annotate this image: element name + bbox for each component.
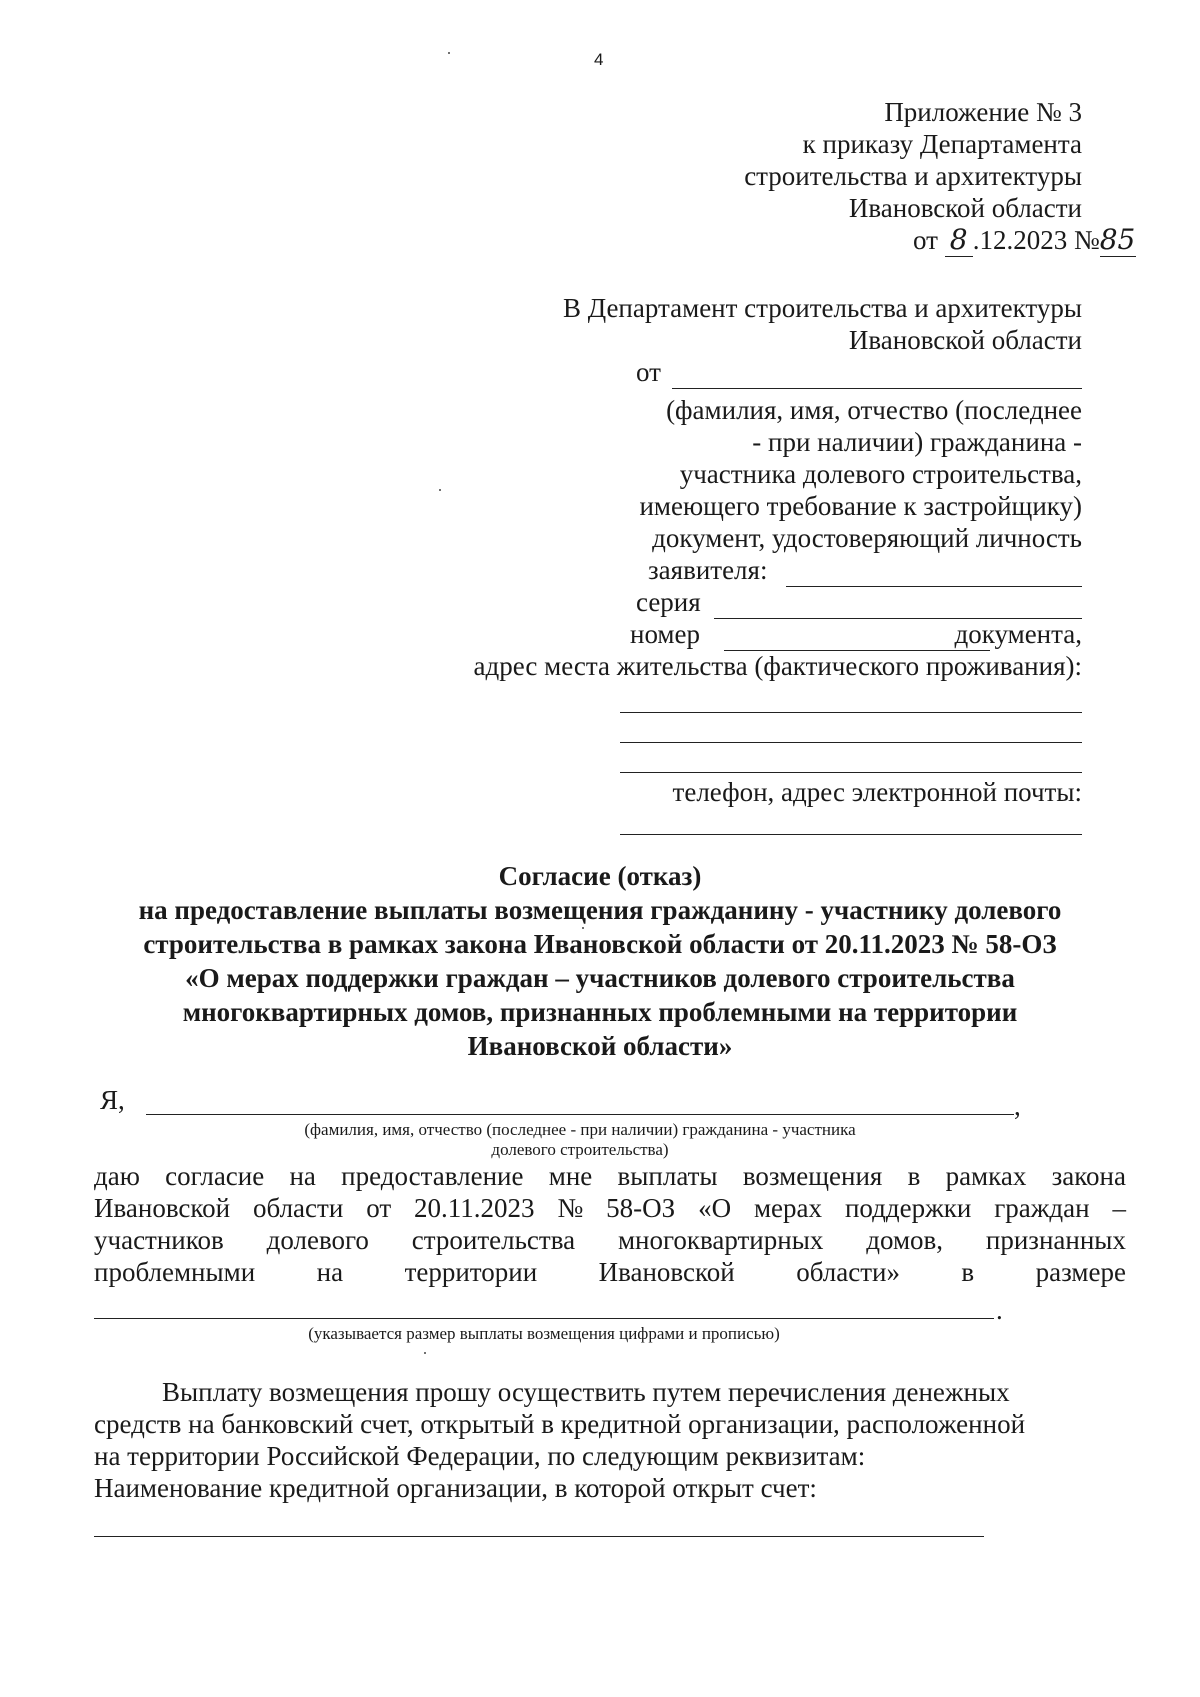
address-blank-line-2 bbox=[620, 742, 1082, 743]
w: строительства bbox=[411, 1225, 576, 1255]
w: закона bbox=[1051, 1161, 1126, 1191]
w: – bbox=[1112, 1193, 1126, 1223]
payment-line-2: средств на банковский счет, открытый в кредитной организации, расположенной bbox=[94, 1409, 1026, 1439]
consent-paragraph-line-3 bbox=[94, 1224, 1126, 1256]
payment-line-1: Выплату возмещения прошу осуществить путем перечисления денежных bbox=[162, 1377, 1010, 1407]
w: 20.11.2023 bbox=[414, 1193, 535, 1223]
page-number: 4 bbox=[594, 50, 604, 69]
w: многоквартирных bbox=[617, 1225, 824, 1255]
appendix-date bbox=[913, 224, 1136, 257]
w: мне bbox=[548, 1161, 593, 1191]
consent-paragraph-line-2 bbox=[94, 1192, 1126, 1224]
scan-speck bbox=[424, 1352, 426, 1354]
name-blank-line bbox=[146, 1114, 1014, 1115]
address-blank-line-3 bbox=[620, 772, 1082, 773]
w: «О bbox=[698, 1193, 732, 1223]
w: признанных bbox=[985, 1225, 1126, 1255]
name-hint-line-2: долевого строительства) bbox=[491, 1140, 669, 1159]
scan-speck bbox=[439, 489, 441, 491]
w: № bbox=[557, 1193, 584, 1223]
appendix-line-1: Приложение № 3 bbox=[884, 97, 1082, 127]
identity-doc-label: документ, удостоверяющий личность bbox=[652, 523, 1082, 553]
w: граждан bbox=[994, 1193, 1090, 1223]
w: области bbox=[253, 1193, 344, 1223]
amount-period: . bbox=[996, 1295, 1003, 1325]
date-rest: .12.2023 № bbox=[972, 225, 1100, 255]
amount-hint: (указывается размер выплаты возмещения цифрами и прописью) bbox=[308, 1324, 780, 1343]
contacts-label: телефон, адрес электронной почты: bbox=[672, 777, 1082, 807]
number-suffix: документа, bbox=[954, 619, 1082, 649]
w: в bbox=[907, 1161, 921, 1191]
i-label: Я, bbox=[100, 1085, 125, 1115]
name-comma: , bbox=[1014, 1091, 1021, 1121]
title-line-6: Ивановской области» bbox=[467, 1031, 733, 1061]
name-hint-1: (фамилия, имя, отчество (последнее bbox=[666, 395, 1082, 425]
title-line-2: на предоставление выплаты возмещения гражданину - участнику долевого bbox=[138, 895, 1062, 925]
payment-line-3: на территории Российской Федерации, по следующим реквизитам: bbox=[94, 1441, 866, 1471]
address-label: адрес места жительства (фактического проживания): bbox=[473, 651, 1082, 681]
applicant-label: заявителя: bbox=[648, 555, 768, 585]
scan-speck bbox=[448, 52, 450, 54]
w: Ивановской bbox=[94, 1193, 231, 1223]
title-line-1: Согласие (отказ) bbox=[498, 861, 702, 891]
w: долевого bbox=[266, 1225, 369, 1255]
w: проблемными bbox=[94, 1257, 256, 1287]
amount-blank-line bbox=[94, 1318, 994, 1319]
name-hint-3: участника долевого строительства, bbox=[679, 459, 1082, 489]
w: размере bbox=[1035, 1257, 1126, 1287]
w: участников bbox=[94, 1225, 224, 1255]
number-label: номер bbox=[630, 619, 701, 649]
contacts-blank-line bbox=[620, 834, 1082, 835]
addressee-line-1: В Департамент строительства и архитектуры bbox=[562, 293, 1082, 323]
title-line-4: «О мерах поддержки граждан – участников долевого строительства bbox=[185, 963, 1015, 993]
w: предоставление bbox=[341, 1161, 524, 1191]
w: области» bbox=[796, 1257, 900, 1287]
w: рамках bbox=[945, 1161, 1027, 1191]
w: от bbox=[366, 1193, 392, 1223]
payment-line-4: Наименование кредитной организации, в которой открыт счет: bbox=[94, 1473, 817, 1503]
w: на bbox=[289, 1161, 316, 1191]
w: 58-ОЗ bbox=[606, 1193, 676, 1223]
w: в bbox=[961, 1257, 975, 1287]
w: возмещения bbox=[742, 1161, 883, 1191]
w: Ивановской bbox=[598, 1257, 735, 1287]
applicant-blank-line bbox=[786, 586, 1082, 587]
title-line-3: строительства в рамках закона Ивановской области от 20.11.2023 № 58-ОЗ bbox=[143, 929, 1057, 959]
date-day-handwritten: 8 bbox=[945, 224, 973, 257]
w: поддержки bbox=[844, 1193, 972, 1223]
appendix-line-2: к приказу Департамента bbox=[802, 129, 1082, 159]
address-blank-line-1 bbox=[620, 712, 1082, 713]
w: выплаты bbox=[617, 1161, 718, 1191]
title-line-5: многоквартирных домов, признанных проблемными на территории bbox=[182, 997, 1018, 1027]
addressee-line-2: Ивановской области bbox=[848, 325, 1082, 355]
appendix-line-3: строительства и архитектуры bbox=[744, 161, 1082, 191]
w: территории bbox=[404, 1257, 538, 1287]
w: домов, bbox=[866, 1225, 944, 1255]
scan-speck bbox=[582, 927, 584, 929]
name-hint-line-1: (фамилия, имя, отчество (последнее - при наличии) гражданина - участника bbox=[304, 1120, 856, 1139]
from-label: от bbox=[636, 357, 661, 387]
appendix-line-4: Ивановской области bbox=[848, 193, 1082, 223]
bank-name-blank-line bbox=[94, 1536, 984, 1537]
w: согласие bbox=[165, 1161, 265, 1191]
from-blank-line bbox=[672, 388, 1082, 389]
consent-paragraph-line-4 bbox=[94, 1256, 1126, 1288]
name-hint-2: - при наличии) гражданина - bbox=[752, 427, 1082, 457]
consent-paragraph-line-1 bbox=[94, 1160, 1126, 1192]
date-prefix: от bbox=[913, 225, 938, 255]
name-hint-4: имеющего требование к застройщику) bbox=[639, 491, 1082, 521]
series-label: серия bbox=[636, 587, 701, 617]
w: на bbox=[316, 1257, 344, 1287]
order-number-handwritten: 85 bbox=[1099, 223, 1136, 256]
w: даю bbox=[94, 1161, 140, 1191]
w: мерах bbox=[753, 1193, 823, 1223]
